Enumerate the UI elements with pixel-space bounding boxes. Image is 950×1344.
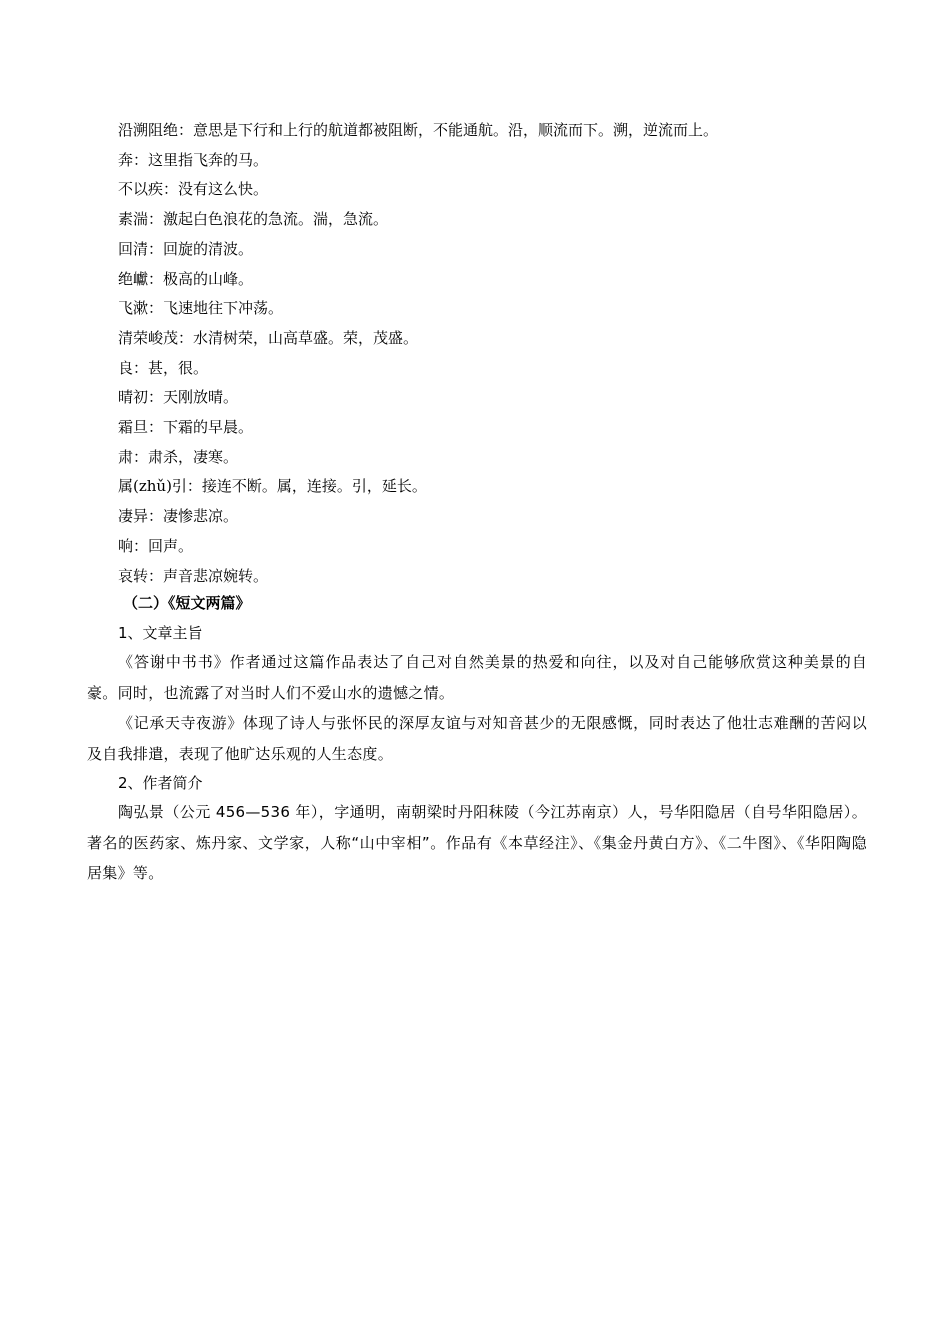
glossary-item: 响：回声。 [118, 536, 194, 555]
glossary-item: 哀转：声音悲凉婉转。 [118, 566, 269, 585]
glossary-item: 属(zhǔ)引：接连不断。属，连接。引，延长。 [118, 477, 427, 496]
theme-paragraph: 《答谢中书书》作者通过这篇作品表达了自己对自然美景的热爱和向往，以及对自己能够欣赏这种美景的自豪。同时，也流露了对当时人们不爱山水的遗憾之情。 [87, 653, 867, 702]
glossary-item: 飞漱：飞速地往下冲荡。 [118, 299, 284, 318]
glossary-item: 奔：这里指飞奔的马。 [118, 150, 269, 169]
glossary-item: 良：甚，很。 [118, 358, 209, 377]
glossary-item: 沿溯阻绝：意思是下行和上行的航道都被阻断，不能通航。沿，顺流而下。溯，逆流而上。 [118, 121, 719, 139]
theme-paragraph: 《记承天寺夜游》体现了诗人与张怀民的深厚友谊与对知音甚少的无限感慨，同时表达了他壮志难酬的苦闷以及自我排遣，表现了他旷达乐观的人生态度。 [87, 714, 867, 763]
glossary-item: 晴初：天刚放晴。 [118, 388, 239, 407]
glossary-item: 回清：回旋的清波。 [118, 239, 254, 258]
glossary-item: 清荣峻茂：水清树荣，山高草盛。荣，茂盛。 [118, 328, 419, 347]
author-paragraph: 陶弘景（公元 456—536 年），字通明，南朝梁时丹阳秣陵（今江苏南京）人，号华阳隐居（自号华阳隐居）。著名的医药家、炼丹家、文学家，人称“山中宰相”。作品有《本草经注》、《集金丹黄白方》、《二牛图》、《华阳陶隐居集》等。 [87, 803, 867, 882]
glossary-item: 霜旦：下霜的早晨。 [118, 418, 254, 437]
glossary-item: 绝巘：极高的山峰。 [118, 269, 254, 288]
glossary-item: 凄异：凄惨悲凉。 [118, 507, 239, 526]
glossary-list [118, 116, 878, 591]
glossary-item: 素湍：激起白色浪花的急流。湍，急流。 [118, 210, 389, 229]
glossary-item: 肃：肃杀，凄寒。 [118, 447, 239, 466]
author-title: 2、作者简介 [118, 774, 203, 792]
section-heading: （二）《短文两篇》 [123, 594, 251, 612]
glossary-item: 不以疾：没有这么快。 [118, 180, 269, 199]
short-essays-section [87, 590, 867, 889]
theme-title: 1、文章主旨 [118, 624, 203, 642]
